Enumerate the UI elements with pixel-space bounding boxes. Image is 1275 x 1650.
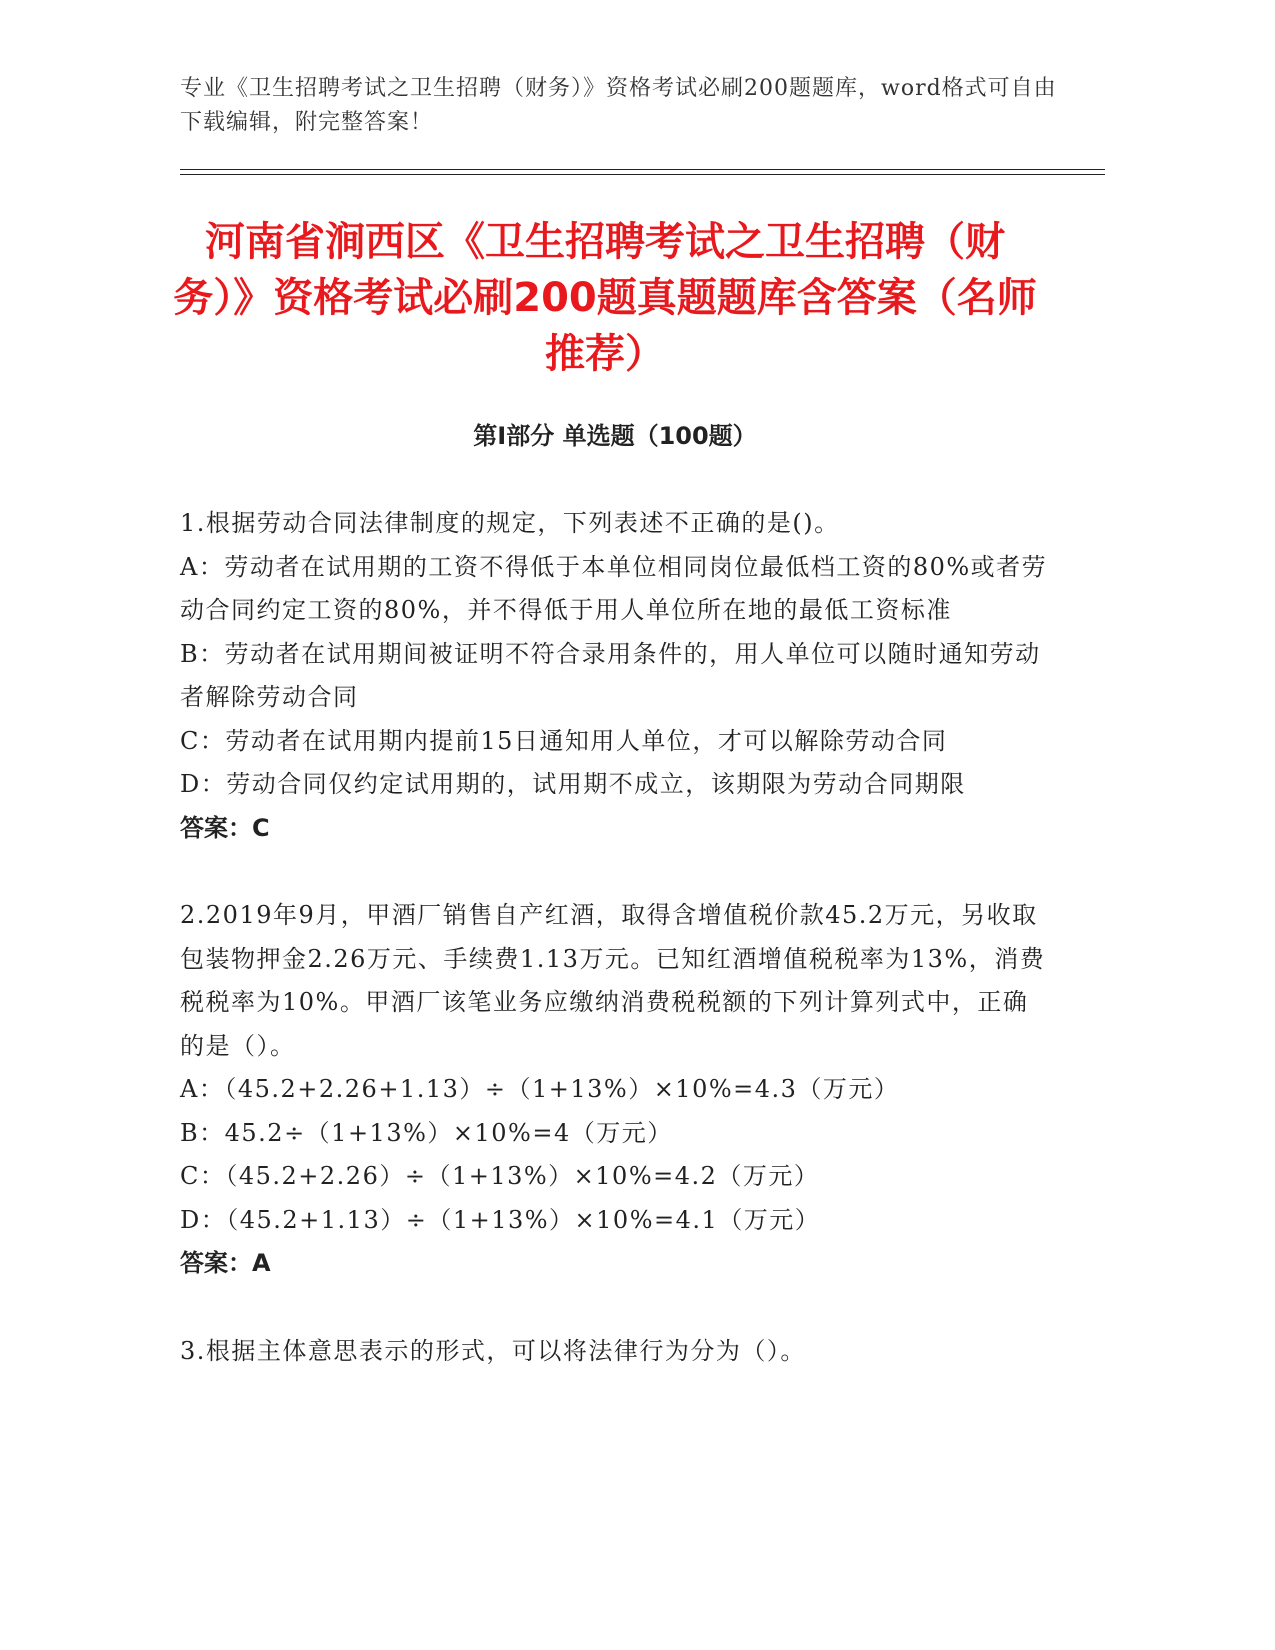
answer: 答案：A	[180, 1249, 271, 1277]
header-rule-top	[180, 169, 1105, 170]
answer: 答案：C	[180, 813, 270, 842]
option-b: B：45.2÷（1+13%）×10%=4（万元）	[180, 1118, 673, 1147]
option-a: A：（45.2+2.26+1.13）÷（1+13%）×10%=4.3（万元）	[180, 1075, 900, 1103]
question-1	[180, 502, 1050, 850]
question-3	[180, 1330, 1050, 1374]
option-c: C：（45.2+2.26）÷（1+13%）×10%=4.2（万元）	[180, 1162, 820, 1190]
option-d: D：劳动合同仅约定试用期的，试用期不成立，该期限为劳动合同期限	[180, 770, 966, 798]
question-stem: 3.根据主体意思表示的形式，可以将法律行为分为（）。	[180, 1336, 806, 1365]
section-title: 第I部分 单选题（100题）	[473, 422, 757, 450]
question-stem: 2.2019年9月，甲酒厂销售自产红酒，取得含增值税价款45.2万元，另收取包装物押金2.26万元、手续费1.13万元。已知红酒增值税税率为13%，消费税税率为10%。甲酒厂该笔业务应缴纳消费税税额的下列计算列式中，正确的是（）。	[180, 901, 1046, 1060]
question-2	[180, 894, 1050, 1286]
option-a: A：劳动者在试用期的工资不得低于本单位相同岗位最低档工资的80%或者劳动合同约定工资的80%，并不得低于用人单位所在地的最低工资标准	[180, 552, 1048, 624]
option-b: B：劳动者在试用期间被证明不符合录用条件的，用人单位可以随时通知劳动者解除劳动合同	[180, 639, 1041, 711]
document-title: 河南省涧西区《卫生招聘考试之卫生招聘（财务）》资格考试必刷200题真题题库含答案（名师推荐）	[173, 219, 1037, 377]
option-c: C：劳动者在试用期内提前15日通知用人单位，才可以解除劳动合同	[180, 726, 948, 755]
header-rule-bottom	[180, 174, 1105, 175]
option-d: D：（45.2+1.13）÷（1+13%）×10%=4.1（万元）	[180, 1205, 821, 1234]
question-stem: 1.根据劳动合同法律制度的规定，下列表述不正确的是()。	[180, 509, 840, 537]
question-list	[180, 502, 1050, 1417]
header-note: 专业《卫生招聘考试之卫生招聘（财务）》资格考试必刷200题题库，word格式可自由下载编辑，附完整答案！	[180, 76, 1057, 135]
